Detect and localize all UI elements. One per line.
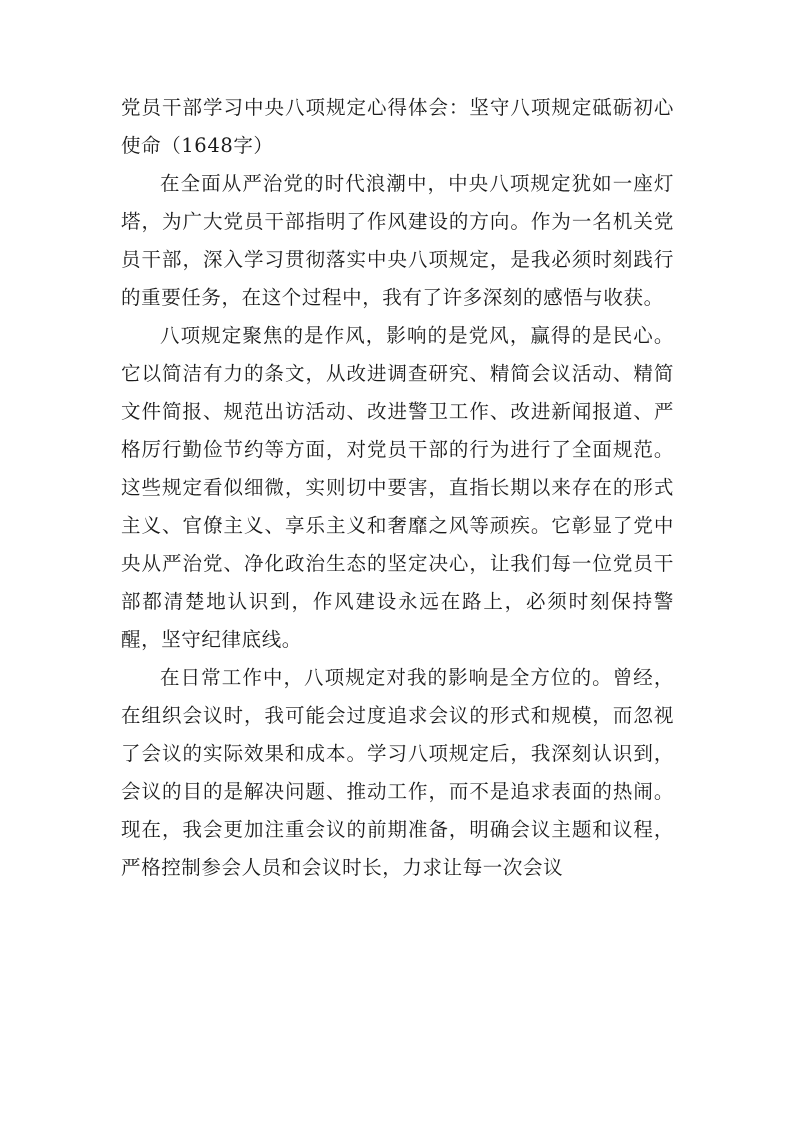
paragraph-3: 在日常工作中，八项规定对我的影响是全方位的。曾经，在组织会议时，我可能会过度追求会议的形式和规模，而忽视了会议的实际效果和成本。学习八项规定后，我深刻认识到，会议的目的是解决问题、推动工作，而不是追求表面的热闹。现在，我会更加注重会议的前期准备，明确会议主题和议程，严格控制参会人员和会议时长，力求让每一次会议 — [121, 666, 674, 879]
paragraph-1: 在全面从严治党的时代浪潮中，中央八项规定犹如一座灯塔，为广大党员干部指明了作风建设的方向。作为一名机关党员干部，深入学习贯彻落实中央八项规定，是我必须时刻践行的重要任务，在这个过程中，我有了许多深刻的感悟与收获。 — [121, 172, 674, 309]
document-body — [121, 89, 674, 887]
paragraph-2: 八项规定聚焦的是作风，影响的是党风，赢得的是民心。它以简洁有力的条文，从改进调查研究、精简会议活动、精简文件简报、规范出访活动、改进警卫工作、改进新闻报道、严格厉行勤俭节约等方面，对党员干部的行为进行了全面规范。这些规定看似细微，实则切中要害，直指长期以来存在的形式主义、官僚主义、享乐主义和奢靡之风等顽疾。它彰显了党中央从严治党、净化政治生态的坚定决心，让我们每一位党员干部都清楚地认识到，作风建设永远在路上，必须时刻保持警醒，坚守纪律底线。 — [121, 324, 674, 651]
document-title: 党员干部学习中央八项规定心得体会：坚守八项规定砥砺初心使命（1648字） — [121, 96, 674, 157]
